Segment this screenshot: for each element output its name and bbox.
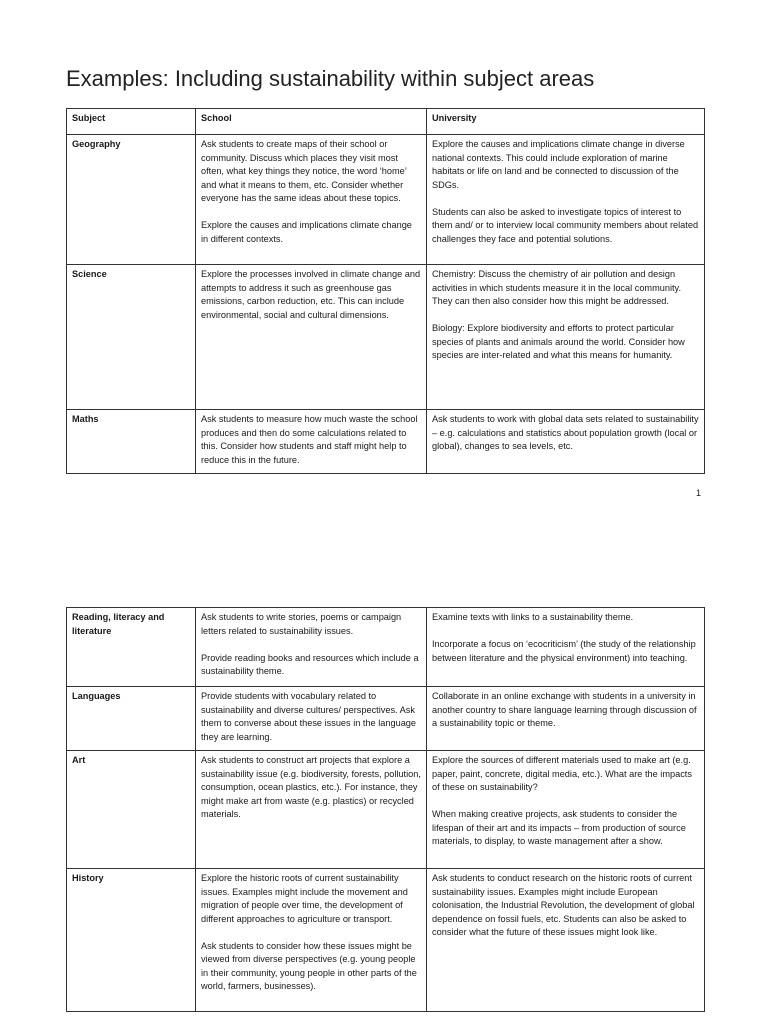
university-cell	[427, 751, 705, 869]
subject-cell: Maths	[67, 410, 196, 474]
school-cell	[196, 751, 427, 869]
university-cell	[427, 410, 705, 474]
school-paragraph: Ask students to measure how much waste the school produces and then do some calculations related to this. Consider how students and staff might help to reduce this in the future.	[201, 414, 418, 465]
school-paragraph: Explore the causes and implications climate change in different contexts.	[201, 220, 412, 244]
subjects-table-page-1	[66, 108, 705, 474]
school-paragraph: Ask students to consider how these issues might be viewed from diverse perspectives (e.g. young people in their community, young people in other parts of the world, farmers, businesses).	[201, 940, 417, 991]
university-paragraph: Chemistry: Discuss the chemistry of air pollution and design activities in which students measure it in the local community. They can then also consider how this might be addressed.	[432, 269, 682, 306]
header-subject: Subject	[67, 109, 196, 135]
university-cell	[427, 135, 705, 265]
university-paragraph: When making creative projects, ask students to consider the lifespan of their art and its impacts – from production of source materials, to display, to waste management after a show.	[432, 809, 686, 846]
table-header-row	[67, 109, 705, 135]
school-cell	[196, 410, 427, 474]
header-school: School	[196, 109, 427, 135]
subject-cell: Geography	[67, 135, 196, 265]
university-paragraph: Students can also be asked to investigate topics of interest to them and/ or to interview local community members about related challenges they face and potential solutions.	[432, 206, 699, 244]
subjects-table-page-2	[66, 607, 705, 1012]
subject-cell: Art	[67, 751, 196, 869]
school-cell	[196, 265, 427, 410]
school-paragraph: Ask students to write stories, poems or campaign letters related to sustainability issues.	[201, 612, 402, 636]
table-row	[67, 751, 705, 869]
table-row	[67, 410, 705, 474]
table-row	[67, 608, 705, 687]
school-cell	[196, 869, 427, 1012]
university-paragraph: Ask students to conduct research on the historic roots of current sustainability issues. Examples might include European colonisation, the Industrial Revolution, the development of global dependence on fossil fuels, etc. Students can also be asked to consider what the future of these issues might look like.	[432, 873, 695, 937]
table-row	[67, 265, 705, 410]
school-cell	[196, 687, 427, 751]
subject-cell: Science	[67, 265, 196, 410]
school-paragraph: Ask students to create maps of their school or community. Discuss which places they visit most often, what key things they notice, the word ‘home’ and what it means to them, etc. Consider whether everyone has the same ideas about these topics.	[201, 139, 407, 203]
university-paragraph: Examine texts with links to a sustainability theme.	[432, 612, 634, 622]
university-cell	[427, 265, 705, 410]
school-paragraph: Provide students with vocabulary related to sustainability and diverse cultures/ perspectives. Ask them to converse about these issues in the language they are learning.	[201, 691, 417, 742]
table-row	[67, 869, 705, 1012]
university-paragraph: Explore the causes and implications climate change in diverse national contexts. This could include exploration of marine habitats or life on land and be connected to discussion of the SDGs.	[432, 139, 685, 190]
school-paragraph: Ask students to construct art projects that explore a sustainability issue (e.g. biodiversity, forests, pollution, consumption, ocean plastics, etc.). For instance, they might make art from waste (e.g. plastics) or recycled materials.	[201, 755, 421, 819]
subject-cell: History	[67, 869, 196, 1012]
school-paragraph: Provide reading books and resources which include a sustainability theme.	[201, 652, 419, 676]
school-cell	[196, 135, 427, 265]
university-cell	[427, 608, 705, 687]
university-cell	[427, 687, 705, 751]
school-paragraph: Explore the processes involved in climate change and attempts to address it such as greenhouse gas emissions, carbon reduction, etc. This can include environmental, social and cultural dimensions.	[201, 269, 421, 320]
school-cell	[196, 608, 427, 687]
university-paragraph: Biology: Explore biodiversity and efforts to protect particular species of plants and animals around the world. Consider how species are inter-related and what this means for humanity.	[432, 323, 685, 360]
page-number: 1	[696, 488, 702, 498]
page-title: Examples: Including sustainability within subject areas	[66, 66, 595, 91]
table-row	[67, 687, 705, 751]
subject-cell: Reading, literacy and literature	[67, 608, 196, 687]
table-row	[67, 135, 705, 265]
university-paragraph: Explore the sources of different materials used to make art (e.g. paper, paint, concrete, digital media, etc.). What are the impacts of these on sustainability?	[432, 755, 692, 792]
university-paragraph: Ask students to work with global data sets related to sustainability – e.g. calculations and statistics about population growth (local or global), changes to sea levels, etc.	[432, 414, 699, 451]
header-university: University	[427, 109, 705, 135]
university-paragraph: Incorporate a focus on ‘ecocriticism’ (the study of the relationship between literature and the physical environment) into teaching.	[432, 639, 696, 663]
subject-cell: Languages	[67, 687, 196, 751]
university-cell	[427, 869, 705, 1012]
school-paragraph: Explore the historic roots of current sustainability issues. Examples might include the movement and migration of people over time, the development of different approaches to agriculture or transport.	[201, 873, 408, 924]
university-paragraph: Collaborate in an online exchange with students in a university in another country to share language learning through discussion of a sustainability topic or theme.	[432, 691, 697, 728]
